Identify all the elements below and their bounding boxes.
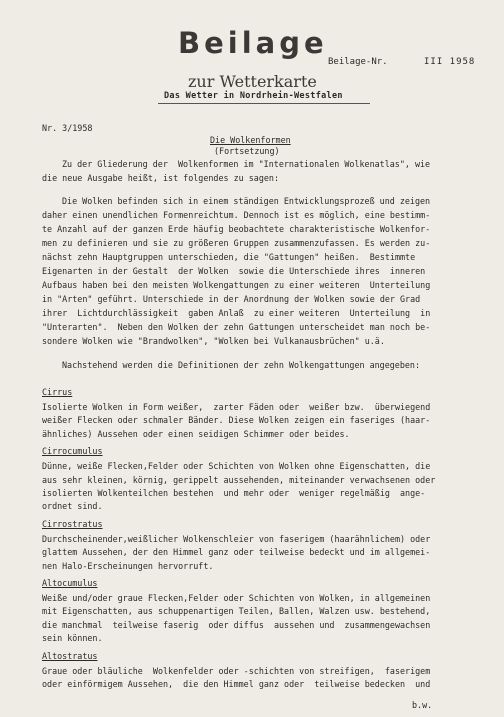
section-line: Isolierte Wolken in Form weißer, zarter Fäden oder weißer bzw. überwiegend xyxy=(42,402,431,412)
section-heading-cirrus: Cirrus xyxy=(42,387,73,397)
header-rule xyxy=(158,103,370,104)
section-line: glattem Aussehen, der den Himmel ganz oder teilweise bedeckt und im allgemei- xyxy=(42,547,431,558)
paragraph-line: "Unterarten". Neben den Wolken der zehn Gattungen unterscheidet man noch be- xyxy=(42,322,431,332)
intro-line: die neue Ausgabe heißt, ist folgendes zu sagen: xyxy=(42,173,279,183)
section-line: mit Eigenschatten, aus schuppenartigen Teilen, Ballen, Walzen usw. bestehend, xyxy=(42,606,431,617)
paragraph-line: in "Arten" geführt. Unterschiede in der Anordnung der Wolken sowie der Grad xyxy=(42,294,421,304)
section-heading-cirrocumulus: Cirrocumulus xyxy=(42,446,103,457)
section-heading-altocumulus: Altocumulus xyxy=(42,578,98,588)
paragraph-line: Eigenarten in der Gestalt der Wolken sowie die Unterschiede ihres inneren xyxy=(42,266,426,276)
paragraph-line: Aufbaus haben bei den meisten Wolkengattungen zu einer weiteren Unterteilung xyxy=(42,280,431,290)
section-line: Durchscheinender,weißlicher Wolkenschleier von faserigem (haarähnlichem) oder xyxy=(42,533,431,544)
paragraph-line: daher einen unendlichen Formenreichtum. Dennoch ist es möglich, eine bestimm- xyxy=(42,210,431,220)
document-heading: Die Wolkenformen xyxy=(210,135,291,145)
definitions-intro: Nachstehend werden die Definitionen der zehn Wolkengattungen angegeben: xyxy=(62,360,420,370)
document-number: Nr. 3/1958 xyxy=(42,123,93,133)
paragraph-line: Die Wolken befinden sich in einem ständigen Entwicklungsprozeß und zeigen xyxy=(62,196,431,206)
section-heading-altostratus: Altostratus xyxy=(42,650,98,661)
paragraph-line: nächst zehn Hauptgruppen unterschieden, die "Gattungen" heißen. Bestimmte xyxy=(42,252,416,262)
section-line: weißer Flecken oder schmaler Bänder. Diese Wolken zeigen ein faseriges (haar- xyxy=(42,415,431,426)
page-subtitle: zur Wetterkarte xyxy=(188,72,317,91)
paragraph-line: ihrer Lichtdurchlässigkeit gaben Anlaß zu einer weiteren Unterteilung in xyxy=(42,308,431,318)
page-turn-note: b.w. xyxy=(412,700,433,710)
region-line: Das Wetter in Nordrhein-Westfalen xyxy=(164,91,343,101)
paragraph-line: te Anzahl auf der ganzen Erde häufig beobachtete charakteristische Wolkenfor- xyxy=(42,224,431,234)
section-line: Graue oder bläuliche Wolkenfelder oder -schichten von streifigen, faserigem xyxy=(42,665,431,676)
paragraph-line: men zu definieren und sie zu größeren Gruppen zusammenzufassen. Es werden zu- xyxy=(42,238,431,248)
document-subheading: (Fortsetzung) xyxy=(214,146,280,156)
issue-number-label: Beilage-Nr. xyxy=(328,57,388,67)
section-line: Dünne, weiße Flecken,Felder oder Schichten von Wolken ohne Eigenschatten, die xyxy=(42,461,431,472)
section-heading-cirrostratus: Cirrostratus xyxy=(42,518,103,529)
issue-year: III 1958 xyxy=(424,57,476,67)
section-line: oder einförmigem Aussehen, die den Himmel ganz oder teilweise bedecken und xyxy=(42,679,431,689)
section-line: sein können. xyxy=(42,633,103,644)
section-line: aus sehr kleinen, körnig, gerippelt aussehenden, miteinander verwachsenen oder xyxy=(42,474,436,485)
intro-line: Zu der Gliederung der Wolkenformen im "Internationalen Wolkenatlas", wie xyxy=(62,159,431,169)
section-line: die manchmal teilweise faserig oder diffus aussehen und zusammengewachsen xyxy=(42,619,431,630)
section-line: isolierten Wolkenteilchen bestehen und mehr oder weniger regelmäßig ange- xyxy=(42,488,426,498)
section-line: ordnet sind. xyxy=(42,501,103,512)
paragraph-line: sondere Wolken wie "Brandwolken", "Wolken bei Vulkanausbrüchen" u.ä. xyxy=(42,336,385,346)
page-title: Beilage xyxy=(178,26,328,60)
section-line: ähnliches) Aussehen oder einen seidigen Schimmer oder beides. xyxy=(42,428,350,439)
section-line: Weiße und/oder graue Flecken,Felder oder Schichten von Wolken, in allgemeinen xyxy=(42,593,431,603)
section-line: nen Halo-Erscheinungen hervorruft. xyxy=(42,560,214,571)
